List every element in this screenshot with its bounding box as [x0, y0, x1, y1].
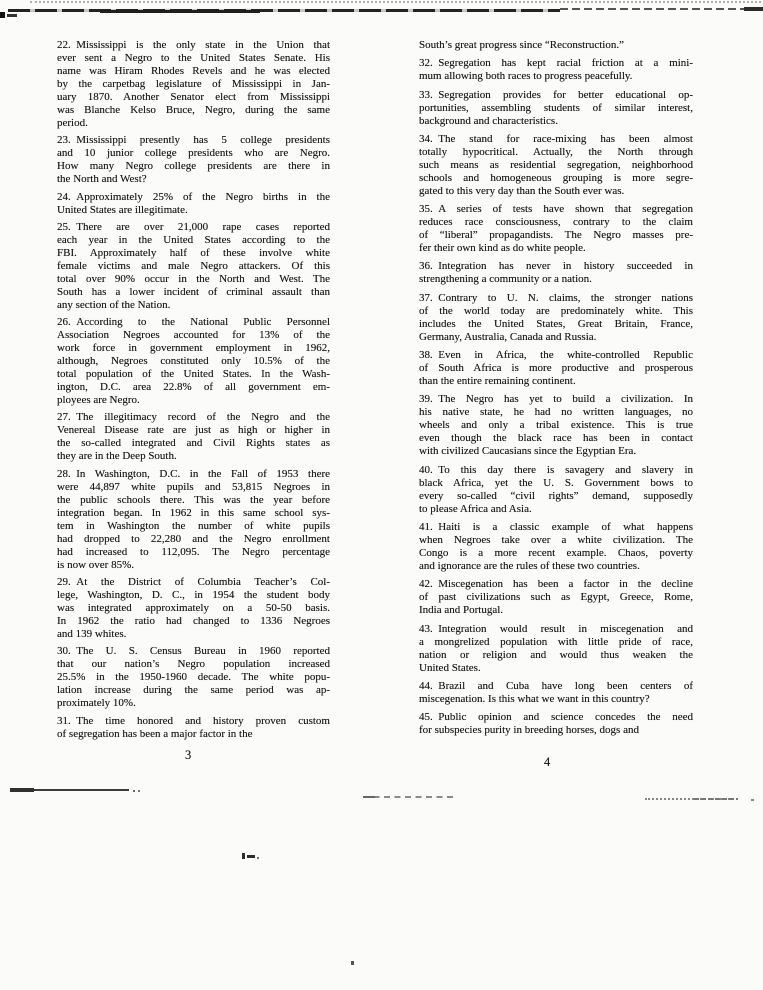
text-line: they are in the Deep South.: [57, 450, 177, 463]
text-line: and 139 whites.: [57, 628, 127, 641]
text-line: FBI. Approximately half of these involve white: [57, 246, 330, 259]
text-line: name was Hiram Rhodes Revels and he was elected: [57, 65, 330, 77]
text-line: 25. There are over 21,000 rape cases reported: [57, 220, 330, 233]
text-line: Germany, Australia, Canada and Russia.: [419, 330, 597, 343]
document-item: [57, 645, 330, 710]
text-line: 26. According to the National Public Personnel: [57, 316, 330, 329]
text-line: 39. The Negro has yet to build a civilization. In: [419, 393, 693, 406]
text-line: 31. The time honored and history proven custom: [57, 714, 330, 727]
text-line: Association Negroes accounted for 13% of the: [57, 329, 330, 342]
text-line: 43. Integration would result in miscegenation and: [419, 622, 693, 635]
document-item: [419, 89, 693, 128]
text-line: female victims and male Negro attackers. Of this: [57, 259, 330, 272]
scan-artifact-bottom-left-rule-start: [10, 788, 34, 792]
scan-artifact-speck: [351, 961, 354, 965]
text-line: fer their own kind as do white people.: [419, 242, 586, 255]
document-item: [419, 521, 693, 573]
page-number-left: 3: [185, 748, 192, 762]
scan-artifact-dot: [138, 790, 140, 792]
text-line: and ignorance are the rules of these two countries.: [419, 559, 640, 572]
scan-artifact-dot: [133, 790, 135, 792]
text-line: when Negroes take over a white civilization. The: [419, 533, 693, 546]
text-line: 28. In Washington, D.C. in the Fall of 1953 there: [57, 467, 330, 480]
text-line: every so-called “civil rights” demand, supposedly: [419, 489, 693, 502]
text-line: Congo is a more recent example. Chaos, poverty: [419, 546, 693, 559]
text-line: such means as residential segregation, neighborhood: [419, 158, 693, 171]
text-line: each year in the United States according to the: [57, 233, 330, 246]
text-line: work force in government employment in 1962,: [57, 342, 330, 355]
text-line: 34. The stand for race-mixing has been almost: [419, 132, 693, 145]
text-line: United States.: [419, 661, 481, 674]
document-item: [57, 715, 330, 741]
text-line: lege, Washington, D. C., in 1954 the student body: [57, 589, 330, 602]
text-line: had dropped to 22,280 and the Negro enrollment: [57, 532, 330, 545]
text-line: 45. Public opinion and science concedes the need: [419, 711, 693, 724]
document-item: [57, 411, 330, 463]
text-line: were 44,897 white pupils and 53,815 Negroes in: [57, 480, 330, 493]
text-line: of South Africa is more productive and prosperous: [419, 362, 693, 375]
text-line: the so-called integrated and Civil Rights states as: [57, 437, 330, 450]
text-line: totally hypocritical. Actually, the North through: [419, 145, 693, 158]
text-line: of the world today are predominately white. This: [419, 304, 693, 317]
text-line: portunities, assembling students of similar interest,: [419, 101, 693, 114]
text-line: proximately 10%.: [57, 697, 136, 710]
text-line: by the carpetbag legislature of Mississippi in Jan-: [57, 78, 330, 90]
text-line: 35. A series of tests have shown that segregation: [419, 203, 693, 216]
text-line: total over 90% occur in the North and West. The: [57, 272, 330, 285]
text-line: 40. To this day there is savagery and slavery in: [419, 463, 693, 476]
text-line: total population of the United States. In the Wash-: [57, 368, 330, 381]
text-line: 30. The U. S. Census Bureau in 1960 reported: [57, 645, 330, 658]
text-line: 22. Mississippi is the only state in the Union that: [57, 39, 330, 51]
text-line: 23. Mississippi presently has 5 college presidents: [57, 134, 330, 147]
text-line: to please Africa and Asia.: [419, 502, 532, 515]
document-item: [419, 680, 693, 706]
scan-artifact-top-line-right: [560, 8, 763, 10]
text-line: had increased to 112,095. The Negro percentage: [57, 545, 330, 558]
text-line: and 10 junior college presidents who are Negro.: [57, 147, 330, 160]
text-line: the public schools there. This was the year before: [57, 493, 330, 506]
document-item: [57, 316, 330, 407]
scan-artifact-dot: [257, 857, 259, 859]
text-line: the North and West?: [57, 173, 147, 186]
scan-artifact-top-line: [8, 9, 560, 12]
scan-artifact-dot: [751, 799, 754, 801]
text-line: schools and homogeneous grouping is more segre-: [419, 171, 693, 184]
text-line: even though the black race has been in contact: [419, 432, 693, 445]
text-line: 42. Miscegenation has been a factor in the decline: [419, 578, 693, 591]
document-item: [419, 260, 693, 286]
text-line: includes the United States, Great Britain, France,: [419, 317, 693, 330]
text-line: background and characteristics.: [419, 114, 558, 127]
text-line: for subspecies purity in breeding horses, dogs and: [419, 724, 639, 737]
text-line: lation increase during the same period was ap-: [57, 684, 330, 697]
text-line: uary 1870. Another Senator elect from Mississippi: [57, 91, 330, 103]
document-item: [419, 464, 693, 516]
text-line: 38. Even in Africa, the white-controlled Republic: [419, 349, 693, 362]
text-line: 32. Segregation has kept racial friction at a mini-: [419, 57, 693, 70]
scan-artifact-middle-dash-start: [363, 796, 375, 798]
text-line: of “liberal” propagandists. The Negro masses pre-: [419, 229, 693, 242]
document-item: [419, 623, 693, 675]
text-line: wheels and only a tribal existence. This is true: [419, 419, 693, 432]
text-line: 24. Approximately 25% of the Negro births in the: [57, 190, 330, 203]
document-item: [419, 393, 693, 458]
document-item: [419, 203, 693, 255]
text-line: In 1962 the ratio had changed to 1336 Negroes: [57, 615, 330, 628]
document-item: [57, 576, 330, 641]
text-line: mum allowing both races to progress peacefully.: [419, 70, 633, 83]
text-line: was Blanche Kelso Bruce, Negro, during the same: [57, 104, 330, 116]
text-line: is now over 85%.: [57, 558, 134, 571]
document-item: [419, 578, 693, 617]
text-line: ington, D.C. area 22.8% of all government em-: [57, 381, 330, 394]
text-line: 36. Integration has never in history succeeded in: [419, 260, 693, 273]
text-line: although, Negroes constituted only 10.5% of the: [57, 355, 330, 368]
document-item: [419, 292, 693, 344]
document-item: [419, 57, 693, 83]
text-line: tem in Washington the number of white pupils: [57, 519, 330, 532]
document-item: [419, 711, 693, 737]
text-line: South has a lower incident of criminal assault than: [57, 285, 330, 298]
text-line: ployees are Negro.: [57, 394, 140, 407]
document-item: [57, 221, 330, 312]
text-line: nation or religion and would thus weaken the: [419, 648, 693, 661]
text-line: How many Negro college presidents are there in: [57, 160, 330, 173]
text-line: 29. At the District of Columbia Teacher’s Col-: [57, 576, 330, 589]
scan-artifact-left-edge-mark: [0, 12, 5, 18]
text-line: 44. Brazil and Cuba have long been centers of: [419, 679, 693, 692]
scan-artifact-small-mark: [247, 855, 255, 858]
scan-artifact-right-dashes: [694, 798, 738, 800]
text-line: was integrated approximately on a 50-50 basis.: [57, 602, 330, 615]
text-line: that our nation’s Negro population increased: [57, 658, 330, 671]
text-line: United States are illegitimate.: [57, 203, 188, 216]
document-item: [419, 39, 693, 52]
text-line: 25.5% in the 1950-1960 decade. The white popu-: [57, 671, 330, 684]
text-line: any section of the Nation.: [57, 298, 171, 311]
scan-artifact-middle-dashes: [363, 796, 453, 798]
left-column: [57, 39, 330, 745]
text-line: ever sent a Negro to the United States Senate. His: [57, 52, 330, 64]
text-line: South’s great progress since “Reconstruction.”: [419, 39, 624, 51]
text-line: of segregation has been a major factor in the: [57, 727, 253, 740]
text-line: integration began. In 1962 in this same school sys-: [57, 506, 330, 519]
text-line: reduces race consciousness, contrary to the claim: [419, 216, 693, 229]
scan-artifact-left-edge-mark: [7, 14, 17, 17]
document-item: [57, 39, 330, 130]
text-line: miscegenation. Is this what we want in this country?: [419, 692, 650, 705]
document-item: [57, 191, 330, 217]
scan-artifact-top-right-blob: [744, 7, 763, 11]
text-line: period.: [57, 117, 88, 129]
text-line: of past civilizations such as Egypt, Greece, Rome,: [419, 591, 693, 604]
document-item: [57, 134, 330, 186]
text-line: 33. Segregation provides for better educational op-: [419, 88, 693, 101]
text-line: strengthening a community or a nation.: [419, 273, 592, 286]
document-item: [419, 349, 693, 388]
scan-artifact-top-dotted-edge: [30, 1, 761, 3]
text-line: a mongrelized population with little pride of race,: [419, 635, 693, 648]
text-line: Venereal Disease rate are just as high or higher in: [57, 424, 330, 437]
text-line: 41. Haiti is a classic example of what happens: [419, 520, 693, 533]
text-line: 27. The illegitimacy record of the Negro and the: [57, 411, 330, 424]
text-line: black Africa, yet the U. S. Government bows to: [419, 476, 693, 489]
text-line: with civilized Caucasians since the Egyptian Era.: [419, 445, 637, 458]
scan-artifact-small-mark: [242, 853, 245, 859]
scan-artifact-top-line-dark: [100, 10, 260, 13]
text-line: India and Portugal.: [419, 604, 504, 617]
text-line: than the entire remaining continent.: [419, 375, 576, 388]
text-line: 37. Contrary to U. N. claims, the stronger nations: [419, 291, 693, 304]
text-line: gated to this very day than the South ever was.: [419, 184, 625, 197]
document-item: [419, 133, 693, 198]
page-number-right: 4: [544, 755, 551, 769]
text-line: his native state, he had no written languages, no: [419, 406, 693, 419]
right-column: [419, 39, 693, 742]
document-item: [57, 468, 330, 572]
